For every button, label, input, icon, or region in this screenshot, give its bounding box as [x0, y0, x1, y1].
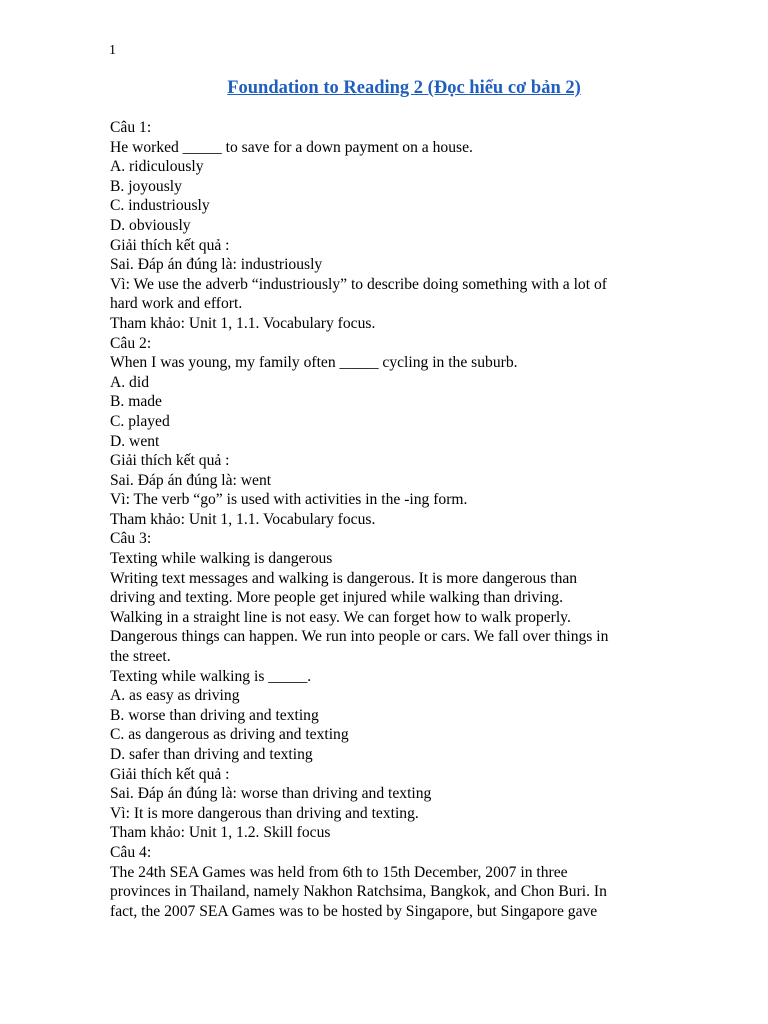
- question-1-option-a: A. ridiculously: [110, 158, 204, 176]
- question-3-passage-line-1: Writing text messages and walking is dangerous. It is more dangerous than: [110, 569, 578, 587]
- document-title-link[interactable]: Foundation to Reading 2 (Đọc hiểu cơ bản 2): [227, 78, 581, 98]
- question-2-prompt: When I was young, my family often _____ cycling in the suburb.: [110, 354, 518, 372]
- question-1-heading: Câu 1:: [110, 119, 152, 136]
- question-1-option-d: D. obviously: [110, 216, 191, 234]
- question-2-option-c: C. played: [110, 412, 170, 430]
- question-1-prompt: He worked _____ to save for a down payment on a house.: [110, 138, 473, 156]
- question-3-reference: Tham khảo: Unit 1, 1.2. Skill focus: [110, 824, 331, 842]
- question-3-passage-line-3: Walking in a straight line is not easy. We can forget how to walk properly.: [110, 608, 571, 626]
- question-3-heading: Câu 3:: [110, 530, 152, 548]
- question-3-passage-line-2: driving and texting. More people get injured while walking than driving.: [110, 589, 563, 607]
- question-1-reason-line-2: hard work and effort.: [110, 295, 243, 313]
- question-4-passage-line-2: provinces in Thailand, namely Nakhon Ratchsima, Bangkok, and Chon Buri. In: [110, 883, 607, 901]
- question-3-option-d: D. safer than driving and texting: [110, 746, 313, 763]
- question-1-option-c: C. industriously: [110, 197, 210, 215]
- question-2-reference: Tham khảo: Unit 1, 1.1. Vocabulary focus.: [110, 510, 376, 528]
- question-4-passage-line-1: The 24th SEA Games was held from 6th to 15th December, 2007 in three: [110, 863, 568, 881]
- question-1-reason-line-1: Vì: We use the adverb “industriously” to describe doing something with a lot of: [110, 275, 607, 293]
- question-2-heading: Câu 2:: [110, 334, 152, 352]
- question-3-answer: Sai. Đáp án đúng là: worse than driving and texting: [110, 785, 432, 803]
- question-2-answer: Sai. Đáp án đúng là: went: [110, 471, 272, 489]
- question-3-passage-line-4: Dangerous things can happen. We run into people or cars. We fall over things in: [110, 628, 609, 646]
- question-3-option-b: B. worse than driving and texting: [110, 706, 319, 724]
- question-3-option-a: A. as easy as driving: [110, 687, 240, 705]
- question-2-option-d: D. went: [110, 432, 160, 450]
- question-3-passage-line-5: the street.: [110, 648, 171, 666]
- question-3-option-c: C. as dangerous as driving and texting: [110, 726, 349, 744]
- question-2-option-a: A. did: [110, 373, 149, 391]
- question-1-reference: Tham khảo: Unit 1, 1.1. Vocabulary focus.: [110, 314, 376, 332]
- question-2-option-b: B. made: [110, 393, 162, 411]
- question-1-option-b: B. joyously: [110, 177, 182, 195]
- question-3-reason: Vì: It is more dangerous than driving and texting.: [110, 804, 419, 822]
- page-number: 1: [109, 43, 116, 58]
- question-4-passage-line-3: fact, the 2007 SEA Games was to be hosted by Singapore, but Singapore gave: [110, 902, 598, 920]
- question-4-heading: Câu 4:: [110, 843, 152, 861]
- question-3-prompt: Texting while walking is _____.: [110, 667, 312, 685]
- question-1-explanation-heading: Giải thích kết quả :: [110, 236, 230, 254]
- question-3-explanation-heading: Giải thích kết quả :: [110, 765, 230, 783]
- question-3-passage-title: Texting while walking is dangerous: [110, 550, 333, 568]
- question-1-answer: Sai. Đáp án đúng là: industriously: [110, 256, 323, 274]
- document-body: [110, 118, 710, 921]
- question-2-reason: Vì: The verb “go” is used with activities in the -ing form.: [110, 491, 468, 509]
- question-2-explanation-heading: Giải thích kết quả :: [110, 452, 230, 470]
